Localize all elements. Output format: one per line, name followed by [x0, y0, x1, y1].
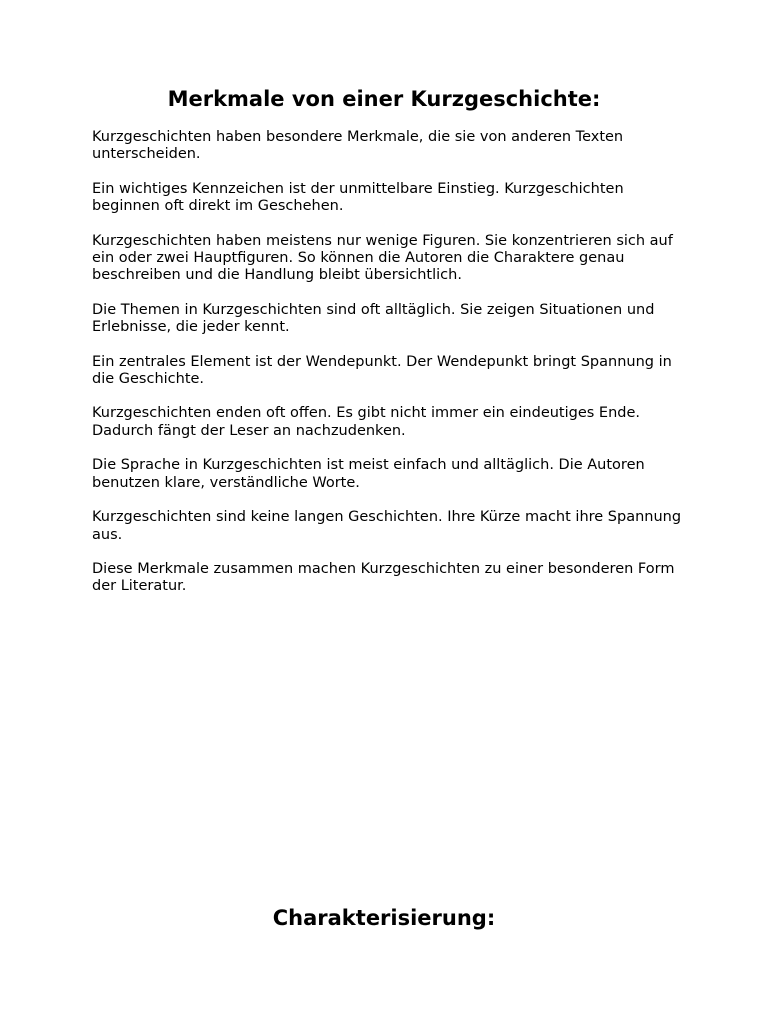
- paragraph: Kurzgeschichten sind keine langen Geschichten. Ihre Kürze macht ihre Spannung aus.: [92, 509, 682, 543]
- section-title-merkmale: Merkmale von einer Kurzgeschichte:: [167, 87, 601, 111]
- section-title-charakterisierung: Charakterisierung:: [272, 906, 496, 930]
- paragraph: Kurzgeschichten haben meistens nur wenige Figuren. Sie konzentrieren sich auf ein oder zwei Hauptfiguren. So können die Autoren die Charaktere genau beschreiben und die Handlung bleibt übersichtlich.: [92, 232, 673, 284]
- paragraph: Die Themen in Kurzgeschichten sind oft alltäglich. Sie zeigen Situationen und Erlebnisse, die jeder kennt.: [92, 301, 655, 336]
- paragraph: Ein zentrales Element ist der Wendepunkt. Der Wendepunkt bringt Spannung in die Geschichte.: [92, 353, 672, 388]
- paragraph: Ein wichtiges Kennzeichen ist der unmittelbare Einstieg. Kurzgeschichten beginnen oft direkt im Geschehen.: [92, 180, 624, 215]
- paragraph: Kurzgeschichten haben besondere Merkmale, die sie von anderen Texten unterscheiden.: [92, 129, 624, 163]
- paragraph: Die Sprache in Kurzgeschichten ist meist einfach und alltäglich. Die Autoren benutzen klare, verständliche Worte.: [92, 457, 645, 491]
- paragraph: Diese Merkmale zusammen machen Kurzgeschichten zu einer besonderen Form der Literatur.: [92, 560, 675, 595]
- section-body-merkmale: [92, 129, 682, 613]
- paragraph: Kurzgeschichten enden oft offen. Es gibt nicht immer ein eindeutiges Ende. Dadurch fängt der Leser an nachzudenken.: [92, 405, 641, 439]
